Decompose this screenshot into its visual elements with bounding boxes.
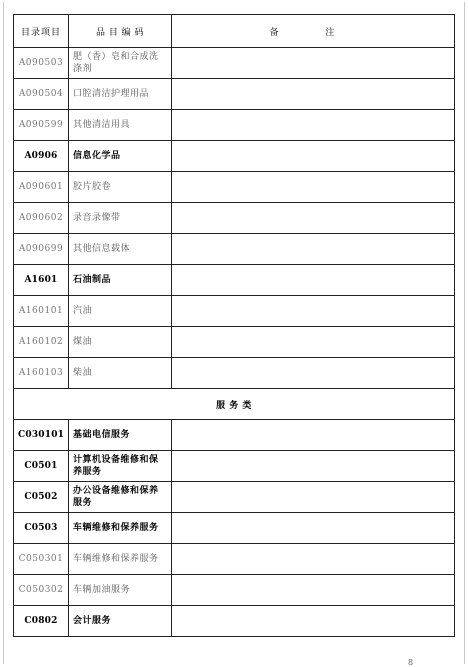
item-code: C0502 bbox=[14, 482, 69, 513]
remarks-cell bbox=[172, 234, 455, 265]
item-name: 会计服务 bbox=[69, 606, 172, 637]
section-row-services bbox=[14, 389, 455, 420]
item-name: 计算机设备维修和保养服务 bbox=[69, 451, 172, 482]
item-code: A090504 bbox=[14, 79, 69, 110]
remarks-cell bbox=[172, 48, 455, 79]
item-name: 办公设备维修和保养服务 bbox=[69, 482, 172, 513]
item-code: C030101 bbox=[14, 420, 69, 451]
item-name: 基础电信服务 bbox=[69, 420, 172, 451]
table-row bbox=[14, 234, 455, 265]
table-row bbox=[14, 358, 455, 389]
item-code: A090602 bbox=[14, 203, 69, 234]
remarks-cell bbox=[172, 606, 455, 637]
table-row bbox=[14, 606, 455, 637]
item-code: C050302 bbox=[14, 575, 69, 606]
table-row bbox=[14, 110, 455, 141]
item-code: C0802 bbox=[14, 606, 69, 637]
table-row bbox=[14, 513, 455, 544]
item-code: A160101 bbox=[14, 296, 69, 327]
item-name: 其他信息载体 bbox=[69, 234, 172, 265]
item-code: A090699 bbox=[14, 234, 69, 265]
item-name: 石油制品 bbox=[69, 265, 172, 296]
remarks-cell bbox=[172, 79, 455, 110]
item-code: A090601 bbox=[14, 172, 69, 203]
section-label: 服 务 类 bbox=[14, 389, 455, 420]
remarks-cell bbox=[172, 358, 455, 389]
remarks-cell bbox=[172, 513, 455, 544]
item-code: A160103 bbox=[14, 358, 69, 389]
header-remarks: 备 注 bbox=[172, 15, 455, 48]
table-header-row bbox=[14, 15, 455, 48]
header-catalog-item: 目录项目 bbox=[14, 15, 69, 48]
remarks-cell bbox=[172, 203, 455, 234]
table-row bbox=[14, 265, 455, 296]
remarks-cell bbox=[172, 544, 455, 575]
table-row bbox=[14, 327, 455, 358]
table-row bbox=[14, 48, 455, 79]
table-row bbox=[14, 203, 455, 234]
item-name: 口腔清洁护理用品 bbox=[69, 79, 172, 110]
table-row bbox=[14, 575, 455, 606]
item-name: 录音录像带 bbox=[69, 203, 172, 234]
item-name: 柴油 bbox=[69, 358, 172, 389]
table-row bbox=[14, 79, 455, 110]
item-code: A090599 bbox=[14, 110, 69, 141]
item-code: A090503 bbox=[14, 48, 69, 79]
table-row bbox=[14, 296, 455, 327]
item-code: C0501 bbox=[14, 451, 69, 482]
page-number: 8 bbox=[408, 658, 414, 667]
table-row bbox=[14, 544, 455, 575]
item-code: C050301 bbox=[14, 544, 69, 575]
item-name: 煤油 bbox=[69, 327, 172, 358]
catalog-table bbox=[13, 14, 455, 637]
header-item-code: 品 目 编 码 bbox=[69, 15, 172, 48]
remarks-cell bbox=[172, 482, 455, 513]
table-row bbox=[14, 420, 455, 451]
remarks-cell bbox=[172, 575, 455, 606]
item-name: 车辆加油服务 bbox=[69, 575, 172, 606]
item-code: C0503 bbox=[14, 513, 69, 544]
item-code: A1601 bbox=[14, 265, 69, 296]
item-name: 胶片胶卷 bbox=[69, 172, 172, 203]
item-name: 汽油 bbox=[69, 296, 172, 327]
item-name: 肥（香）皂和合成洗涤剂 bbox=[69, 48, 172, 79]
remarks-cell bbox=[172, 420, 455, 451]
table-row bbox=[14, 482, 455, 513]
remarks-cell bbox=[172, 110, 455, 141]
item-name: 车辆维修和保养服务 bbox=[69, 513, 172, 544]
remarks-cell bbox=[172, 141, 455, 172]
table-row bbox=[14, 172, 455, 203]
remarks-cell bbox=[172, 327, 455, 358]
table-row bbox=[14, 141, 455, 172]
item-name: 信息化学品 bbox=[69, 141, 172, 172]
item-name: 其他清洁用具 bbox=[69, 110, 172, 141]
item-code: A160102 bbox=[14, 327, 69, 358]
remarks-cell bbox=[172, 451, 455, 482]
remarks-cell bbox=[172, 296, 455, 327]
table-row bbox=[14, 451, 455, 482]
item-name: 车辆维修和保养服务 bbox=[69, 544, 172, 575]
remarks-cell bbox=[172, 265, 455, 296]
remarks-cell bbox=[172, 172, 455, 203]
item-code: A0906 bbox=[14, 141, 69, 172]
